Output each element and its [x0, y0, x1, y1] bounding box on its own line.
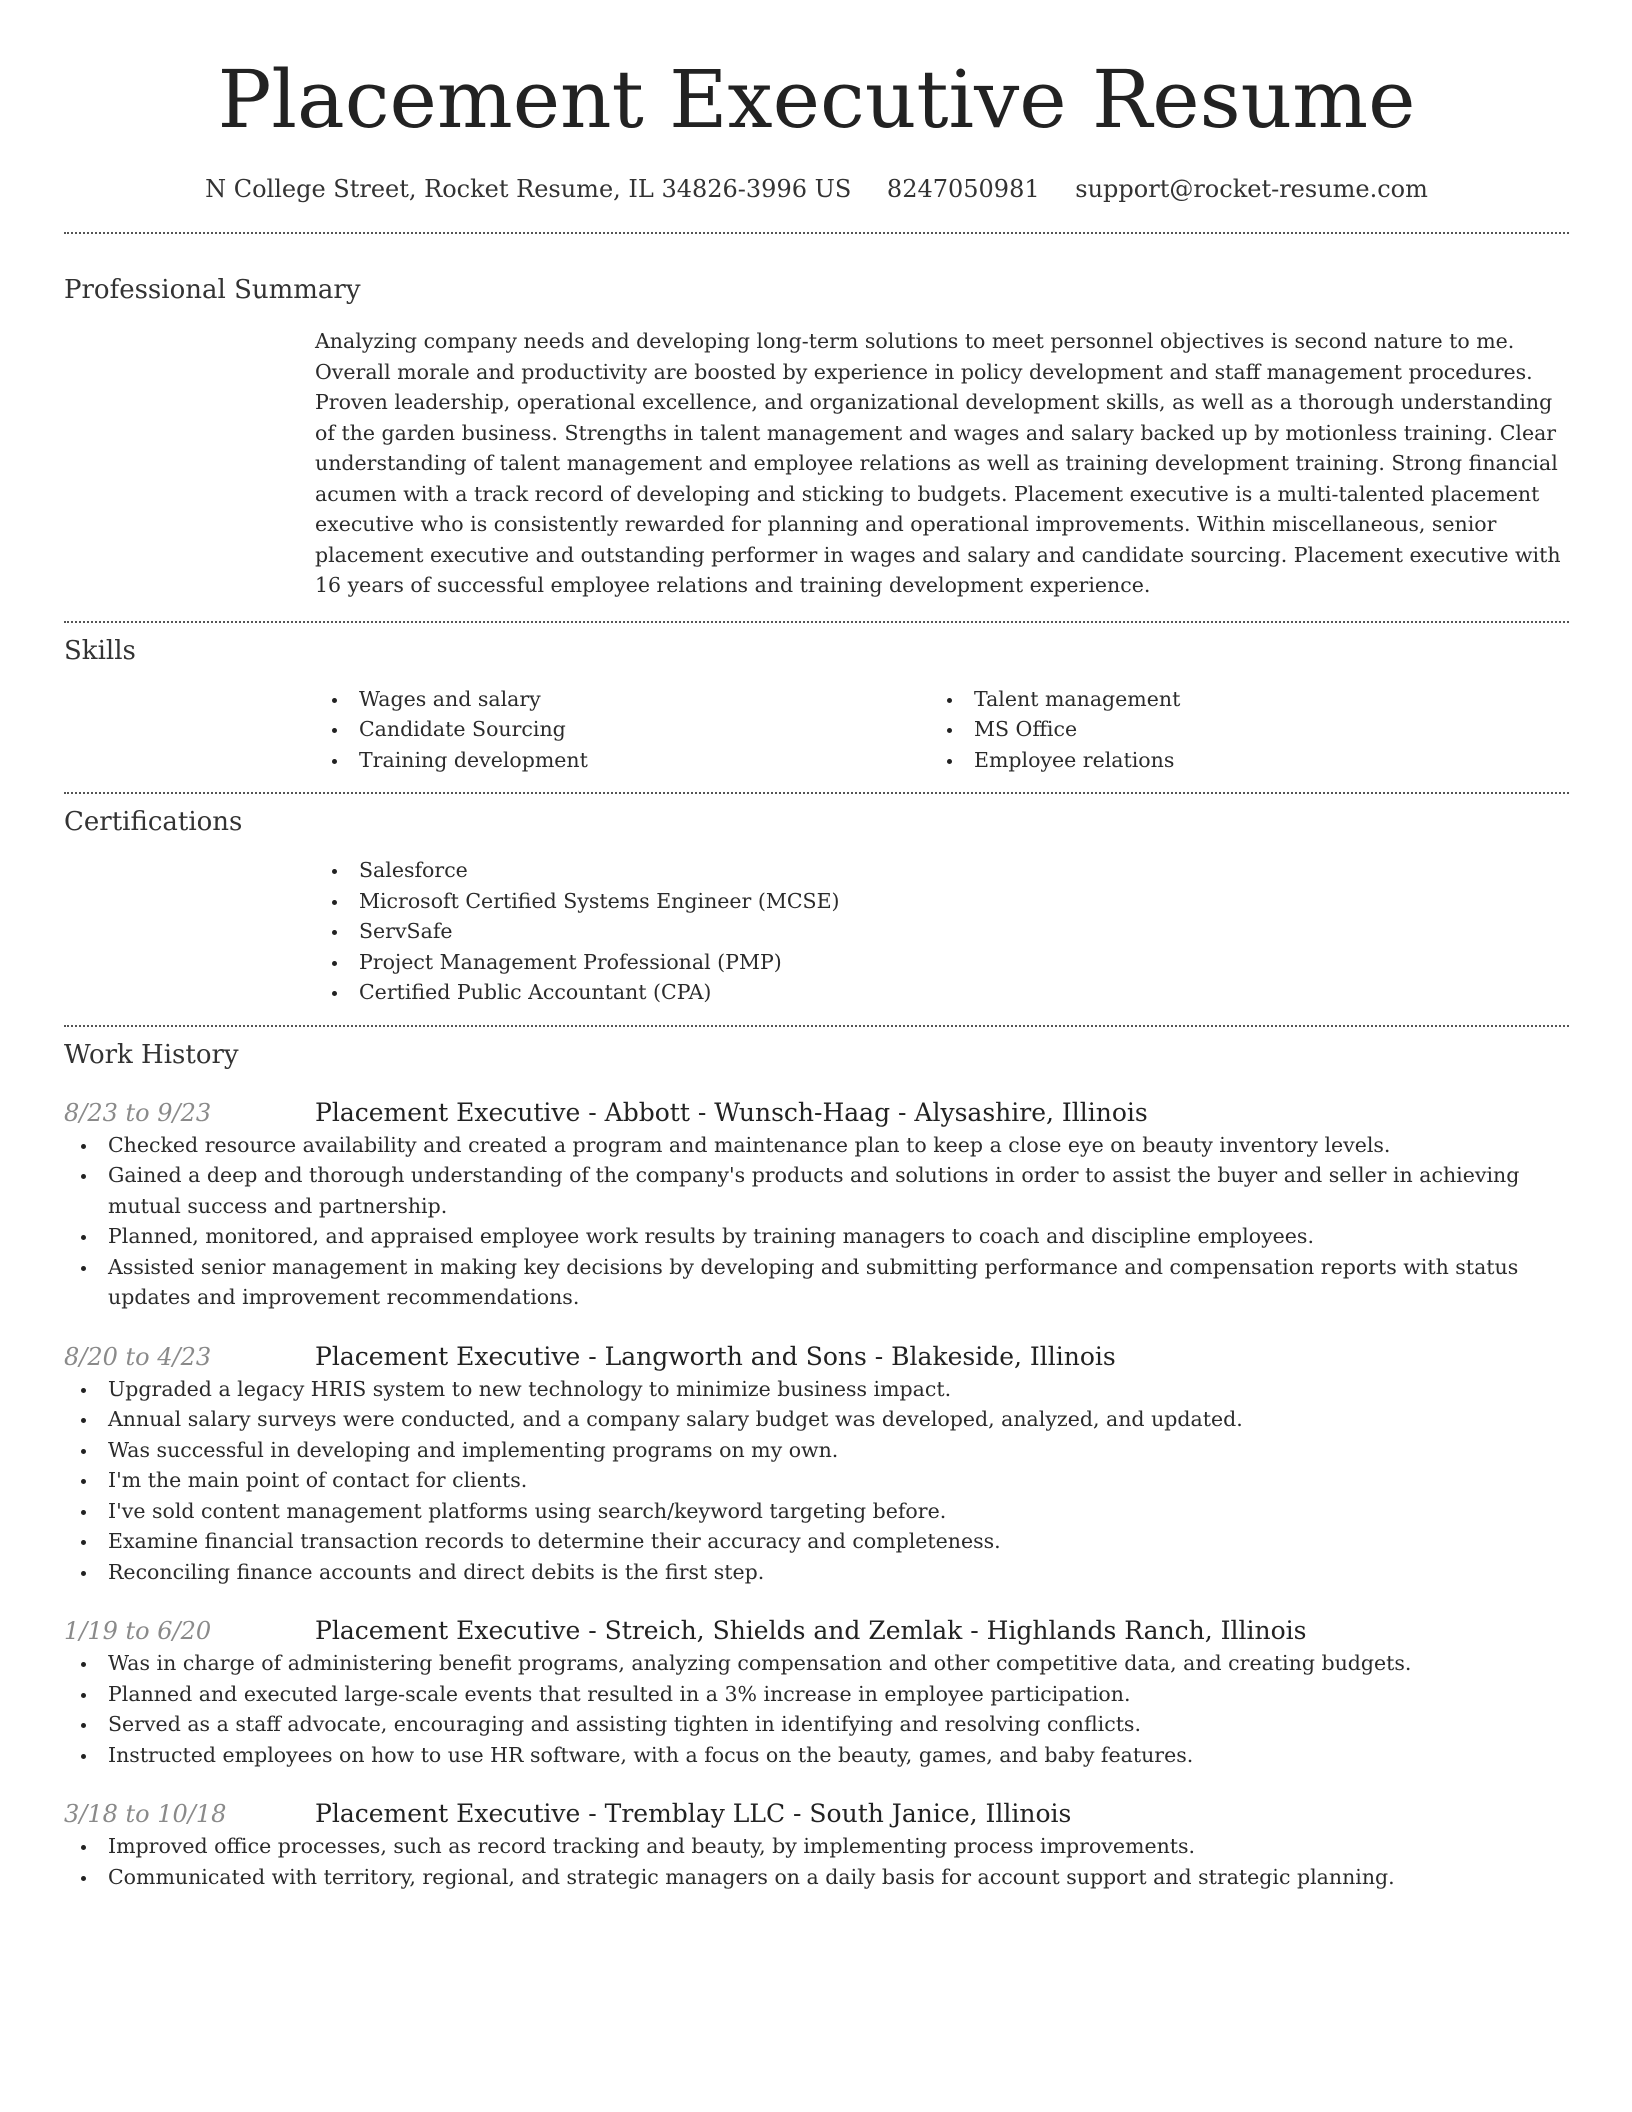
job-title: Placement Executive - Streich, Shields and Zemlak - Highlands Ranch, Illinois: [315, 1616, 1307, 1645]
list-item: Reconciling finance accounts and direct debits is the first step.: [64, 1557, 1569, 1588]
job-bullets: [64, 1374, 1569, 1588]
list-item: I'm the main point of contact for clients.: [64, 1465, 1569, 1496]
certifications-list: [315, 855, 1569, 1008]
list-item: Certified Public Accountant (CPA): [315, 977, 1569, 1008]
list-item: Was successful in developing and implementing programs on my own.: [64, 1435, 1569, 1466]
section-title-summary: Professional Summary: [64, 275, 361, 305]
list-item: Instructed employees on how to use HR software, with a focus on the beauty, games, and baby features.: [64, 1740, 1569, 1771]
list-item: Project Management Professional (PMP): [315, 947, 1569, 978]
job-date: 1/19 to 6/20: [64, 1617, 212, 1645]
summary-text: Analyzing company needs and developing long-term solutions to meet personnel objectives is second nature to me. Overall morale and productivity are boosted by experience in policy development and staff management procedures. Proven leadership, operational excellence, and organizational development skills, as well as a thorough understanding of the garden business. Strengths in talent management and wages and salary backed up by motionless training. Clear understanding of talent management and employee relations as well as training development training. Strong financial acumen with a track record of developing and sticking to budgets. Placement executive is a multi-talented placement executive who is consistently rewarded for planning and operational improvements. Within miscellaneous, senior placement executive and outstanding performer in wages and salary and candidate sourcing. Placement executive with 16 years of successful employee relations and training development experience.: [315, 329, 1561, 597]
divider: [64, 621, 1569, 623]
job-title: Placement Executive - Langworth and Sons - Blakeside, Illinois: [315, 1341, 1116, 1371]
list-item: Upgraded a legacy HRIS system to new technology to minimize business impact.: [64, 1374, 1569, 1405]
list-item: MS Office: [930, 714, 1545, 745]
list-item: Planned and executed large-scale events that resulted in a 3% increase in employee participation.: [64, 1679, 1569, 1710]
divider: [64, 792, 1569, 794]
list-item: Candidate Sourcing: [315, 714, 930, 745]
list-item: Annual salary surveys were conducted, and a company salary budget was developed, analyzed, and updated.: [64, 1404, 1569, 1435]
list-item: I've sold content management platforms using search/keyword targeting before.: [64, 1496, 1569, 1527]
list-item: Examine financial transaction records to determine their accuracy and completeness.: [64, 1526, 1569, 1557]
list-item: Talent management: [930, 684, 1545, 715]
list-item: Microsoft Certified Systems Engineer (MCSE): [315, 886, 1569, 917]
list-item: Employee relations: [930, 745, 1545, 776]
list-item: Salesforce: [315, 855, 1569, 886]
resume-page: [64, 0, 1569, 1892]
section-title-work-history: Work History: [64, 1039, 239, 1070]
job-date: 3/18 to 10/18: [64, 1800, 227, 1828]
contact-address: N College Street, Rocket Resume, IL 34826-3996 US: [205, 175, 852, 203]
list-item: Training development: [315, 745, 930, 776]
skills-list-left: [315, 684, 930, 776]
list-item: Improved office processes, such as record tracking and beauty, by implementing process improvements.: [64, 1831, 1569, 1862]
list-item: Assisted senior management in making key decisions by developing and submitting performance and compensation reports with status updates and improvement recommendations.: [64, 1252, 1569, 1313]
list-item: Wages and salary: [315, 684, 930, 715]
job-date: 8/20 to 4/23: [64, 1342, 212, 1371]
job-title: Placement Executive - Tremblay LLC - South Janice, Illinois: [315, 1799, 1072, 1828]
job-bullets: [64, 1831, 1569, 1892]
job-entry: [64, 1614, 1569, 1770]
skills-grid: [315, 684, 1569, 776]
contact-email: support@rocket-resume.com: [1075, 175, 1428, 203]
job-entry: [64, 1797, 1569, 1892]
job-entry: [64, 1340, 1569, 1588]
divider: [64, 1025, 1569, 1027]
contact-line: [64, 172, 1569, 206]
list-item: Communicated with territory, regional, and strategic managers on a daily basis for account support and strategic planning.: [64, 1862, 1569, 1893]
certifications-body: [315, 855, 1569, 1008]
list-item: Was in charge of administering benefit programs, analyzing compensation and other competitive data, and creating budgets.: [64, 1648, 1569, 1679]
divider: [64, 232, 1569, 234]
job-date: 8/23 to 9/23: [64, 1098, 212, 1127]
list-item: ServSafe: [315, 916, 1569, 947]
summary-body: [315, 326, 1569, 601]
job-bullets: [64, 1130, 1569, 1313]
skills-list-right: [930, 684, 1545, 776]
page-title: Placement Executive Resume: [217, 53, 1416, 146]
list-item: Served as a staff advocate, encouraging and assisting tighten in identifying and resolving conflicts.: [64, 1709, 1569, 1740]
section-title-skills: Skills: [64, 635, 136, 666]
list-item: Checked resource availability and created a program and maintenance plan to keep a close eye on beauty inventory levels.: [64, 1130, 1569, 1161]
job-bullets: [64, 1648, 1569, 1770]
contact-phone: 8247050981: [886, 175, 1040, 203]
job-entry: [64, 1096, 1569, 1313]
list-item: Planned, monitored, and appraised employee work results by training managers to coach and discipline employees.: [64, 1221, 1569, 1252]
section-title-certifications: Certifications: [64, 807, 243, 837]
list-item: Gained a deep and thorough understanding of the company's products and solutions in order to assist the buyer and seller in achieving mutual success and partnership.: [64, 1160, 1569, 1221]
job-title: Placement Executive - Abbott - Wunsch-Haag - Alysashire, Illinois: [315, 1097, 1148, 1127]
